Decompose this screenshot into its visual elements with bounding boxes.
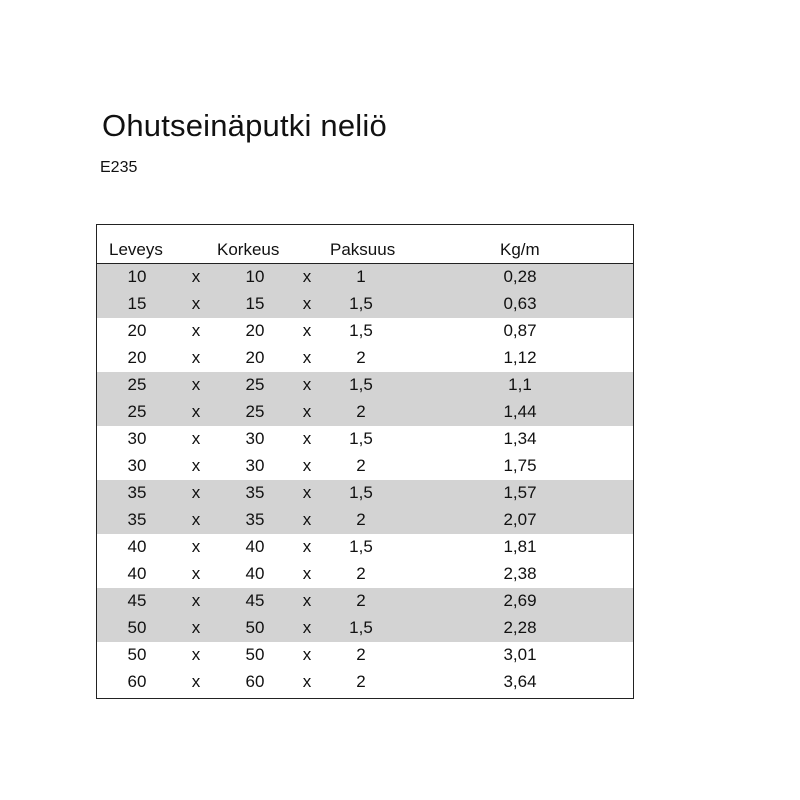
cell-width: 20 bbox=[127, 321, 147, 340]
cell-width: 10 bbox=[127, 267, 147, 286]
table-row bbox=[97, 588, 633, 615]
cell-height: 20 bbox=[245, 321, 265, 340]
material-grade: E235 bbox=[100, 159, 138, 176]
cell-width: 30 bbox=[127, 429, 147, 448]
cell-separator: x bbox=[302, 672, 312, 691]
cell-separator: x bbox=[191, 348, 201, 367]
cell-height: 30 bbox=[245, 429, 265, 448]
table-header-row bbox=[97, 225, 633, 264]
cell-thickness: 2 bbox=[356, 645, 366, 664]
cell-separator: x bbox=[191, 483, 201, 502]
cell-separator: x bbox=[302, 429, 312, 448]
cell-width: 50 bbox=[127, 618, 147, 637]
cell-width: 25 bbox=[127, 402, 147, 421]
table-row bbox=[97, 453, 633, 480]
table-row bbox=[97, 345, 633, 372]
cell-weight: 1,44 bbox=[503, 402, 537, 421]
cell-separator: x bbox=[302, 510, 312, 529]
table-row bbox=[97, 561, 633, 588]
cell-separator: x bbox=[191, 294, 201, 313]
cell-separator: x bbox=[191, 591, 201, 610]
cell-height: 35 bbox=[245, 510, 265, 529]
cell-separator: x bbox=[191, 402, 201, 421]
cell-separator: x bbox=[302, 537, 312, 556]
header-height: Korkeus bbox=[217, 240, 280, 259]
cell-separator: x bbox=[302, 267, 312, 286]
cell-height: 50 bbox=[245, 618, 265, 637]
header-thickness: Paksuus bbox=[330, 240, 396, 259]
cell-separator: x bbox=[302, 645, 312, 664]
cell-separator: x bbox=[191, 375, 201, 394]
cell-thickness: 2 bbox=[356, 591, 366, 610]
cell-separator: x bbox=[191, 510, 201, 529]
table-row bbox=[97, 480, 633, 507]
cell-height: 40 bbox=[245, 537, 265, 556]
table-row bbox=[97, 507, 633, 534]
cell-separator: x bbox=[191, 456, 201, 475]
cell-height: 60 bbox=[245, 672, 265, 691]
cell-height: 30 bbox=[245, 456, 265, 475]
cell-width: 35 bbox=[127, 510, 147, 529]
table-row bbox=[97, 426, 633, 453]
table-row bbox=[97, 399, 633, 426]
cell-weight: 2,69 bbox=[503, 591, 537, 610]
cell-height: 45 bbox=[245, 591, 265, 610]
cell-height: 25 bbox=[245, 402, 265, 421]
cell-height: 25 bbox=[245, 375, 265, 394]
cell-thickness: 2 bbox=[356, 564, 366, 583]
cell-separator: x bbox=[191, 537, 201, 556]
cell-separator: x bbox=[302, 375, 312, 394]
table-row bbox=[97, 264, 633, 291]
cell-separator: x bbox=[191, 645, 201, 664]
cell-thickness: 1,5 bbox=[349, 375, 373, 394]
cell-separator: x bbox=[302, 591, 312, 610]
table-row bbox=[97, 291, 633, 318]
table-row bbox=[97, 372, 633, 399]
cell-separator: x bbox=[191, 267, 201, 286]
cell-width: 45 bbox=[127, 591, 147, 610]
cell-width: 40 bbox=[127, 537, 147, 556]
cell-thickness: 1,5 bbox=[349, 294, 373, 313]
cell-thickness: 1,5 bbox=[349, 429, 373, 448]
cell-width: 60 bbox=[127, 672, 147, 691]
cell-thickness: 2 bbox=[356, 510, 366, 529]
cell-thickness: 1 bbox=[356, 267, 366, 286]
cell-thickness: 1,5 bbox=[349, 321, 373, 340]
cell-width: 15 bbox=[127, 294, 147, 313]
cell-weight: 1,81 bbox=[503, 537, 537, 556]
cell-separator: x bbox=[302, 321, 312, 340]
cell-separator: x bbox=[191, 564, 201, 583]
table-row bbox=[97, 534, 633, 561]
cell-width: 30 bbox=[127, 456, 147, 475]
cell-height: 15 bbox=[245, 294, 265, 313]
cell-thickness: 1,5 bbox=[349, 483, 373, 502]
cell-thickness: 2 bbox=[356, 672, 366, 691]
cell-separator: x bbox=[191, 618, 201, 637]
cell-height: 20 bbox=[245, 348, 265, 367]
cell-weight: 2,38 bbox=[503, 564, 537, 583]
cell-height: 10 bbox=[245, 267, 265, 286]
cell-weight: 1,34 bbox=[503, 429, 537, 448]
cell-weight: 3,64 bbox=[503, 672, 537, 691]
cell-width: 25 bbox=[127, 375, 147, 394]
header-weight: Kg/m bbox=[500, 240, 540, 259]
cell-separator: x bbox=[302, 402, 312, 421]
cell-thickness: 1,5 bbox=[349, 618, 373, 637]
cell-separator: x bbox=[191, 321, 201, 340]
table-row bbox=[97, 318, 633, 345]
cell-height: 50 bbox=[245, 645, 265, 664]
cell-separator: x bbox=[302, 483, 312, 502]
table-row bbox=[97, 669, 633, 696]
cell-weight: 1,1 bbox=[508, 375, 532, 394]
cell-weight: 0,63 bbox=[503, 294, 537, 313]
cell-weight: 1,57 bbox=[503, 483, 537, 502]
cell-weight: 1,75 bbox=[503, 456, 537, 475]
cell-thickness: 2 bbox=[356, 456, 366, 475]
cell-weight: 2,28 bbox=[503, 618, 537, 637]
cell-separator: x bbox=[191, 672, 201, 691]
cell-separator: x bbox=[302, 564, 312, 583]
cell-separator: x bbox=[302, 456, 312, 475]
cell-weight: 0,28 bbox=[503, 267, 537, 286]
cell-weight: 1,12 bbox=[503, 348, 537, 367]
table-row bbox=[97, 615, 633, 642]
cell-thickness: 2 bbox=[356, 402, 366, 421]
cell-thickness: 2 bbox=[356, 348, 366, 367]
cell-separator: x bbox=[302, 348, 312, 367]
cell-separator: x bbox=[302, 618, 312, 637]
header-width: Leveys bbox=[109, 240, 163, 259]
cell-width: 35 bbox=[127, 483, 147, 502]
cell-separator: x bbox=[191, 429, 201, 448]
table-row bbox=[97, 642, 633, 669]
tube-size-table bbox=[96, 224, 634, 699]
cell-width: 40 bbox=[127, 564, 147, 583]
cell-thickness: 1,5 bbox=[349, 537, 373, 556]
cell-separator: x bbox=[302, 294, 312, 313]
cell-weight: 0,87 bbox=[503, 321, 537, 340]
cell-height: 35 bbox=[245, 483, 265, 502]
cell-width: 50 bbox=[127, 645, 147, 664]
cell-weight: 3,01 bbox=[503, 645, 537, 664]
cell-weight: 2,07 bbox=[503, 510, 537, 529]
page-title: Ohutseinäputki neliö bbox=[102, 108, 387, 143]
cell-height: 40 bbox=[245, 564, 265, 583]
cell-width: 20 bbox=[127, 348, 147, 367]
